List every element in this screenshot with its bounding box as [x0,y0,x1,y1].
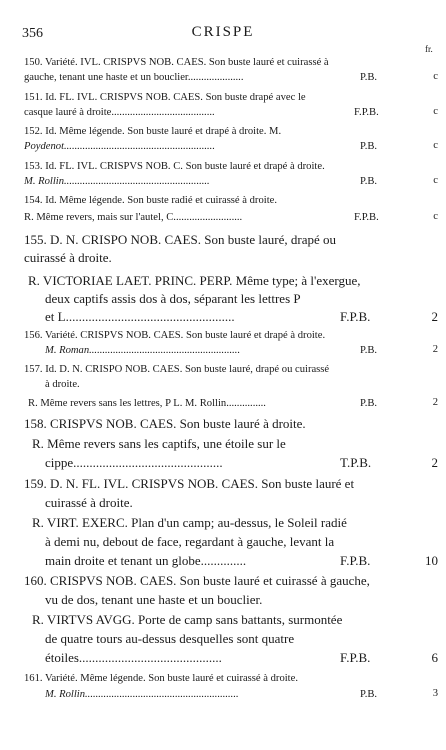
entry-line: R. VIRT. EXERC. Plan d'un camp; au-dessus, le Soleil radié [32,515,347,530]
entry-line: casque lauré à droite....................................... [24,107,215,118]
rarity: T.P.B. [340,455,372,470]
edge-note: fr. [425,44,433,54]
entry-line: R. Même revers sans les lettres, P L. M. Rollin............... [28,398,266,409]
entry-line: gauche, tenant une haste et un bouclier..................... [24,72,244,83]
rarity: F.P.B. [354,212,379,223]
value: c [433,211,438,222]
entry-line: deux captifs assis dos à dos, séparant les lettres P [45,291,301,306]
rarity: P.B. [360,689,378,700]
entry-line: 160. CRISPVS NOB. CAES. Son buste lauré et cuirassé à gauche, [24,573,370,588]
entry-line: M. Roman......................................................... [45,345,241,356]
entry-line: 157. Id. D. N. CRISPO NOB. CAES. Son buste lauré, drapé ou cuirassé [24,364,330,375]
entry-line: R. VIRTVS AVGG. Porte de camp sans battants, surmontée [32,612,343,627]
entry-line: main droite et tenant un globe.............. [45,553,247,568]
entry-line: à droite. [45,379,80,390]
entry-line: 156. Variété. CRISPVS NOB. CAES. Son buste lauré et drapé à droite. [24,330,326,341]
rarity: P.B. [360,398,378,409]
entry-line: R. Même revers sans les captifs, une étoile sur le [32,436,286,451]
rarity: F.P.B. [354,107,379,118]
entry-line: 159. D. N. FL. IVL. CRISPVS NOB. CAES. Son buste lauré et [24,476,355,491]
entry-line: cuirassé à droite. [24,250,112,265]
entry-line: étoiles............................................ [45,650,222,665]
page-number: 356 [22,26,43,41]
entry-line: 153. Id. FL. IVL. CRISPVS NOB. C. Son buste lauré et drapé à droite. [24,161,325,172]
entry-line: M. Rollin....................................................... [24,176,210,187]
value: c [433,140,438,151]
value: c [433,175,438,186]
entry-line: R. Même revers, mais sur l'autel, C.......................... [24,212,243,223]
value: 3 [432,688,438,699]
running-title: CRISPE [191,24,255,40]
value: 10 [425,553,438,568]
rarity: F.P.B. [340,650,371,665]
entry-line: R. VICTORIAE LAET. PRINC. PERP. Même type; à l'exergue, [28,273,361,288]
value: c [433,106,438,117]
value: 2 [432,397,438,408]
rarity: P.B. [360,176,378,187]
entry-line: et L.................................................... [45,309,235,324]
entry-line: 152. Id. Même légende. Son buste lauré et drapé à droite. M. [24,126,282,137]
entry-line: 150. Variété. IVL. CRISPVS NOB. CAES. Son buste lauré et cuirassé à [24,57,329,68]
rarity: F.P.B. [340,553,371,568]
rarity: F.P.B. [340,309,371,324]
value: 6 [431,650,438,665]
value: c [433,71,438,82]
entry-line: cuirassé à droite. [45,495,133,510]
entry-line: M. Rollin.......................................................... [45,689,239,700]
entry-line: vu de dos, tenant une haste et un bouclier. [45,592,263,607]
entry-line: de quatre tours au-dessus desquelles sont quatre [45,631,295,646]
entry-line: 158. CRISPVS NOB. CAES. Son buste lauré à droite. [24,416,306,431]
entry-line: cippe.............................................. [45,455,223,470]
rarity: P.B. [360,72,378,83]
value: 2 [431,309,438,324]
entry-line: à demi nu, debout de face, regardant à gauche, levant la [45,534,335,549]
entry-line: Poydenot......................................................... [24,141,215,152]
value: 2 [432,344,438,355]
entry-line: 155. D. N. CRISPO NOB. CAES. Son buste lauré, drapé ou [24,232,336,247]
rarity: P.B. [360,141,378,152]
entry-line: 151. Id. FL. IVL. CRISPVS NOB. CAES. Son buste drapé avec le [24,92,306,103]
entry-line: 161. Variété. Même légende. Son buste lauré et cuirassé à droite. [24,673,298,684]
value: 2 [431,455,438,470]
entry-line: 154. Id. Même légende. Son buste radié et cuirassé à droite. [24,195,277,206]
rarity: P.B. [360,345,378,356]
